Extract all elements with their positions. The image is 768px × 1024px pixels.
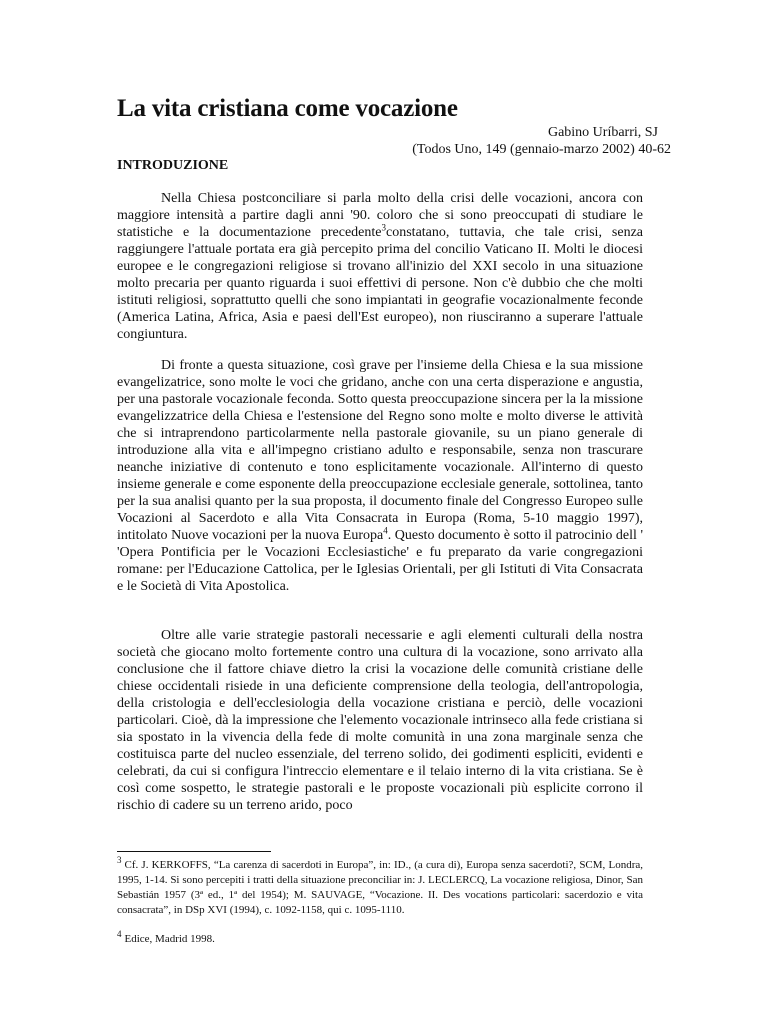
footnote-4 xyxy=(117,929,643,947)
section-heading: INTRODUZIONE xyxy=(117,158,229,173)
paragraph-2-text-b: . Questo documento è sotto il patrocinio dell ' 'Opera Pontificia per le Vocazioni Ecclesiastiche' e fu preparato da varie congregazioni romane: per l'Educazione Cattolica, per le Iglesias Orientali, per gli Istituti di Vita Consacrata e le Società di Vita Apostolica. xyxy=(117,528,644,594)
paragraph-3 xyxy=(117,627,643,814)
paragraph-1-text-a: Nella Chiesa postconciliare si parla molto della crisi delle vocazioni, ancora con maggiore intensità a partire dagli anni '90. coloro che si sono preoccupati di studiare le statistiche e la documentazione precedente xyxy=(117,191,643,240)
paragraph-1-text-b: constatano, tuttavia, che tale crisi, senza raggiungere l'attuale portata era già percepito prima del concilio Vaticano II. Molti le diocesi europee e le congregazioni religiose si trovano all'inizio del XXI secolo in una situazione molto precaria per quanto riguarda i suoi effettivi di persone. Non c'è dubbio che che molti istituti religiosi, soprattutto quelli che sono impiantati in geografie vocazionalmente feconde (America Latina, Africa, Asia e paesi dell'Est europeo), non riusciranno a superare l'attuale congiuntura. xyxy=(117,225,643,342)
paragraph-3-text: Oltre alle varie strategie pastorali necessarie e agli elementi culturali della nostra società che giocano molto fortemente contro una cultura di la vocazione, sono arrivato alla conclusione che il fattore chiave dietro la crisi la vocazione delle comunità cristiane delle chiese occidentali risiede in una deficiente comprensione della teologia, dell'antropologia, della cristologia e dell'ecclesiologia della vocazione cristiana e perciò, delle vocazioni particolari. Cioè, dà la impressione che l'elemento vocazionale intrinseco alla fede cristiana si sia spostato in la vivencia della fede di molte comunità in una zona marginale senza che costituisca parte del nucleo essenziale, del terreno solido, dei godimenti espliciti, evidenti e celebrati, da cui si configura l'intreccio elementare e il telaio interno di la vita cristiana. Se è così come sospetto, le strategie pastorali e le proposte vocazionali più esplicite corrono il rischio di cadere su un terreno arido, poco xyxy=(117,628,643,813)
footnote-3 xyxy=(117,855,643,918)
paragraph-2 xyxy=(117,357,643,595)
paragraph-2-text-a: Di fronte a questa situazione, così grave per l'insieme della Chiesa e la sua missione evangelizatrice, sono molte le voci che gridano, anche con una certa disperazione e angustia, per una pastorale vocazionale feconda. Sotto questa preoccupazione sincera per la la missione evangelizzatrice della Chiesa e l'estensione del Regno sono molte e molto diverse le attività che si intraprendono particolarmente nella pastorale giovanile, su un piano generale di introduzione alla vita e all'impegno cristiano adulto e responsabile, senza non trascurare neanche iniziative di contenuto e tono esplicitamente vocazionale. All'interno di questo insieme generale e come esponente della preoccupazione ecclesiale generale, sottolinea, tanto per la sua analisi quanto per la sua proposta, il documento finale del Congresso Europeo sulle Vocazioni al Sacerdoto e alla Vita Consacrata in Europa (Roma, 5-10 maggio 1997), intitolato Nuove vocazioni per la nuova Europa xyxy=(117,358,643,543)
author-name: Gabino Uríbarri, SJ xyxy=(547,125,658,140)
footnote-4-text: Edice, Madrid 1998. xyxy=(124,933,215,945)
footnote-3-mark: 3 xyxy=(117,855,122,866)
paragraph-1 xyxy=(117,190,643,343)
footnote-ref-4: 4 xyxy=(383,525,388,536)
footnote-4-mark: 4 xyxy=(117,929,122,940)
footnote-3-text: Cf. J. KERKOFFS, “La carenza di sacerdoti in Europa”, in: ID., (a cura di), Europa senza sacerdoti?, SCM, Londra, 1995, 1-14. Si sono percepiti i tratti della situazione preconciliar in: J. LECLERCQ, La vocazione religiosa, Dinor, San Sebastián 1957 (3ª ed., 1ª del 1954); M. SAUVAGE, “Vocazione. II. Des vocations particolari: sacerdozio e vita consacrata”, in DSp XVI (1994), c. 1092-1158, qui c. 1095-1110. xyxy=(117,859,643,916)
source-citation: (Todos Uno, 149 (gennaio-marzo 2002) 40-62 xyxy=(412,142,671,157)
footnote-separator xyxy=(117,851,271,852)
footnote-ref-3: 3 xyxy=(381,222,387,233)
document-title: La vita cristiana come vocazione xyxy=(117,95,458,122)
